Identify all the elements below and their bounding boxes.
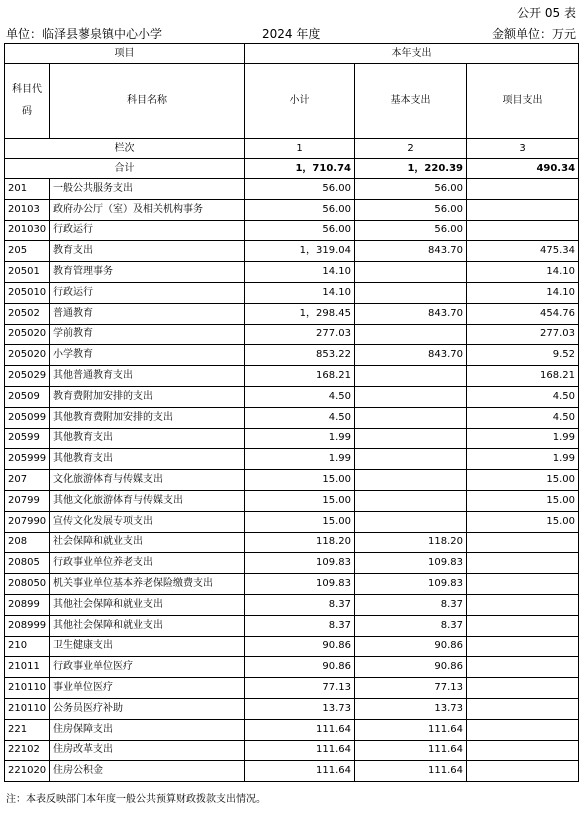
row-project: 4.50 (467, 407, 579, 428)
row-code: 205020 (5, 324, 50, 345)
row-subtotal: 56.00 (245, 220, 355, 241)
table-row (5, 761, 579, 782)
row-code: 21011 (5, 657, 50, 678)
col-index-3: 3 (467, 139, 579, 159)
table-row (5, 407, 579, 428)
row-subtotal: 1，319.04 (245, 241, 355, 262)
row-basic: 56.00 (355, 199, 467, 220)
header-row-1 (5, 44, 579, 64)
row-project (467, 740, 579, 761)
table-row (5, 553, 579, 574)
total-subtotal: 1，710.74 (245, 159, 355, 179)
row-name: 其他社会保障和就业支出 (50, 594, 245, 615)
row-subtotal: 4.50 (245, 386, 355, 407)
table-row (5, 490, 579, 511)
report-year: 2024 年度 (262, 27, 321, 41)
row-code: 20899 (5, 594, 50, 615)
row-code: 205020 (5, 345, 50, 366)
row-name: 社会保障和就业支出 (50, 532, 245, 553)
table-row (5, 511, 579, 532)
footnote: 注：本表反映部门本年度一般公共预算财政拨款支出情况。 (6, 794, 266, 805)
row-basic: 843.70 (355, 241, 467, 262)
row-basic: 90.86 (355, 636, 467, 657)
row-code: 20509 (5, 386, 50, 407)
row-name: 一般公共服务支出 (50, 179, 245, 200)
row-project (467, 761, 579, 782)
row-name: 其他教育支出 (50, 428, 245, 449)
table-row (5, 678, 579, 699)
row-project: 14.10 (467, 262, 579, 283)
row-name: 文化旅游体育与传媒支出 (50, 470, 245, 491)
table-row (5, 386, 579, 407)
row-code: 20599 (5, 428, 50, 449)
row-project (467, 220, 579, 241)
row-code: 207990 (5, 511, 50, 532)
row-subtotal: 168.21 (245, 366, 355, 387)
row-basic (355, 490, 467, 511)
col-index-2: 2 (355, 139, 467, 159)
row-subtotal: 118.20 (245, 532, 355, 553)
row-basic: 8.37 (355, 594, 467, 615)
expenditure-table (4, 43, 579, 782)
col-current-year-header: 本年支出 (245, 44, 579, 64)
col-subtotal-header: 小计 (245, 64, 355, 139)
row-subtotal: 56.00 (245, 179, 355, 200)
table-row (5, 179, 579, 200)
row-basic: 56.00 (355, 179, 467, 200)
table-row (5, 470, 579, 491)
row-basic (355, 324, 467, 345)
row-subtotal: 13.73 (245, 698, 355, 719)
table-row (5, 199, 579, 220)
row-subtotal: 1.99 (245, 428, 355, 449)
row-name: 住房改革支出 (50, 740, 245, 761)
row-code: 207 (5, 470, 50, 491)
row-code: 20799 (5, 490, 50, 511)
column-index-row (5, 139, 579, 159)
row-code: 221020 (5, 761, 50, 782)
table-row (5, 657, 579, 678)
row-code: 22102 (5, 740, 50, 761)
row-project: 168.21 (467, 366, 579, 387)
table-row (5, 574, 579, 595)
row-subtotal: 8.37 (245, 615, 355, 636)
row-basic (355, 366, 467, 387)
col-project-header: 项目 (5, 44, 245, 64)
row-code: 208999 (5, 615, 50, 636)
row-project (467, 657, 579, 678)
row-subtotal: 277.03 (245, 324, 355, 345)
row-name: 其他教育支出 (50, 449, 245, 470)
row-basic: 843.70 (355, 303, 467, 324)
row-basic: 843.70 (355, 345, 467, 366)
col-name-header: 科目名称 (50, 64, 245, 139)
row-basic: 111.64 (355, 740, 467, 761)
row-subtotal: 15.00 (245, 511, 355, 532)
row-project: 15.00 (467, 490, 579, 511)
table-row (5, 636, 579, 657)
row-basic: 56.00 (355, 220, 467, 241)
row-code: 210110 (5, 678, 50, 699)
row-subtotal: 14.10 (245, 282, 355, 303)
row-project: 14.10 (467, 282, 579, 303)
row-code: 201030 (5, 220, 50, 241)
money-unit: 金额单位：万元 (491, 27, 576, 41)
row-subtotal: 111.64 (245, 761, 355, 782)
row-project: 15.00 (467, 511, 579, 532)
row-subtotal: 111.64 (245, 719, 355, 740)
col-code-header: 科目代码 (5, 64, 50, 139)
row-project (467, 698, 579, 719)
row-project (467, 615, 579, 636)
row-code: 221 (5, 719, 50, 740)
row-name: 小学教育 (50, 345, 245, 366)
row-code: 20805 (5, 553, 50, 574)
report-header (4, 24, 578, 42)
table-row (5, 532, 579, 553)
row-name: 公务员医疗补助 (50, 698, 245, 719)
table-row (5, 241, 579, 262)
row-name: 住房保障支出 (50, 719, 245, 740)
row-project (467, 199, 579, 220)
row-subtotal: 56.00 (245, 199, 355, 220)
row-subtotal: 15.00 (245, 490, 355, 511)
total-basic: 1，220.39 (355, 159, 467, 179)
row-name: 政府办公厅（室）及相关机构事务 (50, 199, 245, 220)
row-name: 住房公积金 (50, 761, 245, 782)
row-project (467, 636, 579, 657)
table-row (5, 719, 579, 740)
row-project (467, 594, 579, 615)
row-subtotal: 4.50 (245, 407, 355, 428)
row-code: 20502 (5, 303, 50, 324)
row-basic (355, 262, 467, 283)
row-project: 475.34 (467, 241, 579, 262)
unit-name: 单位：临泽县蓼泉镇中心小学 (6, 27, 163, 41)
row-subtotal: 90.86 (245, 657, 355, 678)
row-name: 其他教育费附加安排的支出 (50, 407, 245, 428)
form-number: 公开 05 表 (517, 6, 576, 20)
row-code: 205999 (5, 449, 50, 470)
table-row (5, 262, 579, 283)
row-name: 宣传文化发展专项支出 (50, 511, 245, 532)
row-name: 事业单位医疗 (50, 678, 245, 699)
row-name: 机关事业单位基本养老保险缴费支出 (50, 574, 245, 595)
row-code: 210 (5, 636, 50, 657)
row-name: 行政事业单位医疗 (50, 657, 245, 678)
row-subtotal: 15.00 (245, 470, 355, 491)
row-basic (355, 428, 467, 449)
row-name: 普通教育 (50, 303, 245, 324)
header-row-2 (5, 64, 579, 139)
total-label: 合计 (5, 159, 245, 179)
row-name: 行政事业单位养老支出 (50, 553, 245, 574)
row-subtotal: 90.86 (245, 636, 355, 657)
row-project: 15.00 (467, 470, 579, 491)
table-row (5, 282, 579, 303)
row-code: 20103 (5, 199, 50, 220)
row-subtotal: 1，298.45 (245, 303, 355, 324)
row-basic (355, 282, 467, 303)
row-basic: 109.83 (355, 553, 467, 574)
table-row (5, 324, 579, 345)
table-row (5, 594, 579, 615)
table-row (5, 740, 579, 761)
row-subtotal: 109.83 (245, 553, 355, 574)
row-name: 卫生健康支出 (50, 636, 245, 657)
table-row (5, 303, 579, 324)
row-name: 教育费附加安排的支出 (50, 386, 245, 407)
row-name: 其他社会保障和就业支出 (50, 615, 245, 636)
total-project: 490.34 (467, 159, 579, 179)
row-name: 其他普通教育支出 (50, 366, 245, 387)
row-basic: 118.20 (355, 532, 467, 553)
row-basic (355, 407, 467, 428)
row-name: 行政运行 (50, 220, 245, 241)
row-basic: 77.13 (355, 678, 467, 699)
row-subtotal: 853.22 (245, 345, 355, 366)
row-code: 20501 (5, 262, 50, 283)
row-project (467, 553, 579, 574)
row-code: 208050 (5, 574, 50, 595)
table-row (5, 449, 579, 470)
row-project: 1.99 (467, 428, 579, 449)
row-project: 277.03 (467, 324, 579, 345)
row-project: 1.99 (467, 449, 579, 470)
col-project-exp-header: 项目支出 (467, 64, 579, 139)
row-basic (355, 470, 467, 491)
row-subtotal: 1.99 (245, 449, 355, 470)
table-row (5, 615, 579, 636)
row-basic (355, 511, 467, 532)
row-basic: 109.83 (355, 574, 467, 595)
row-subtotal: 8.37 (245, 594, 355, 615)
row-subtotal: 14.10 (245, 262, 355, 283)
row-code: 201 (5, 179, 50, 200)
row-basic: 13.73 (355, 698, 467, 719)
row-code: 210110 (5, 698, 50, 719)
row-basic: 90.86 (355, 657, 467, 678)
row-name: 教育管理事务 (50, 262, 245, 283)
row-project (467, 532, 579, 553)
row-label: 栏次 (5, 139, 245, 159)
row-project (467, 678, 579, 699)
table-row (5, 428, 579, 449)
row-basic (355, 386, 467, 407)
row-project: 4.50 (467, 386, 579, 407)
row-basic (355, 449, 467, 470)
row-basic: 111.64 (355, 761, 467, 782)
row-code: 205 (5, 241, 50, 262)
row-project: 9.52 (467, 345, 579, 366)
row-project (467, 574, 579, 595)
table-row (5, 220, 579, 241)
row-subtotal: 111.64 (245, 740, 355, 761)
row-subtotal: 109.83 (245, 574, 355, 595)
row-code: 205029 (5, 366, 50, 387)
row-project (467, 719, 579, 740)
table-row (5, 698, 579, 719)
row-project (467, 179, 579, 200)
row-name: 行政运行 (50, 282, 245, 303)
row-code: 205010 (5, 282, 50, 303)
row-basic: 111.64 (355, 719, 467, 740)
col-basic-header: 基本支出 (355, 64, 467, 139)
row-name: 学前教育 (50, 324, 245, 345)
total-row (5, 159, 579, 179)
row-basic: 8.37 (355, 615, 467, 636)
row-name: 教育支出 (50, 241, 245, 262)
row-subtotal: 77.13 (245, 678, 355, 699)
row-name: 其他文化旅游体育与传媒支出 (50, 490, 245, 511)
table-row (5, 366, 579, 387)
row-project: 454.76 (467, 303, 579, 324)
table-row (5, 345, 579, 366)
row-code: 208 (5, 532, 50, 553)
col-index-1: 1 (245, 139, 355, 159)
row-code: 205099 (5, 407, 50, 428)
